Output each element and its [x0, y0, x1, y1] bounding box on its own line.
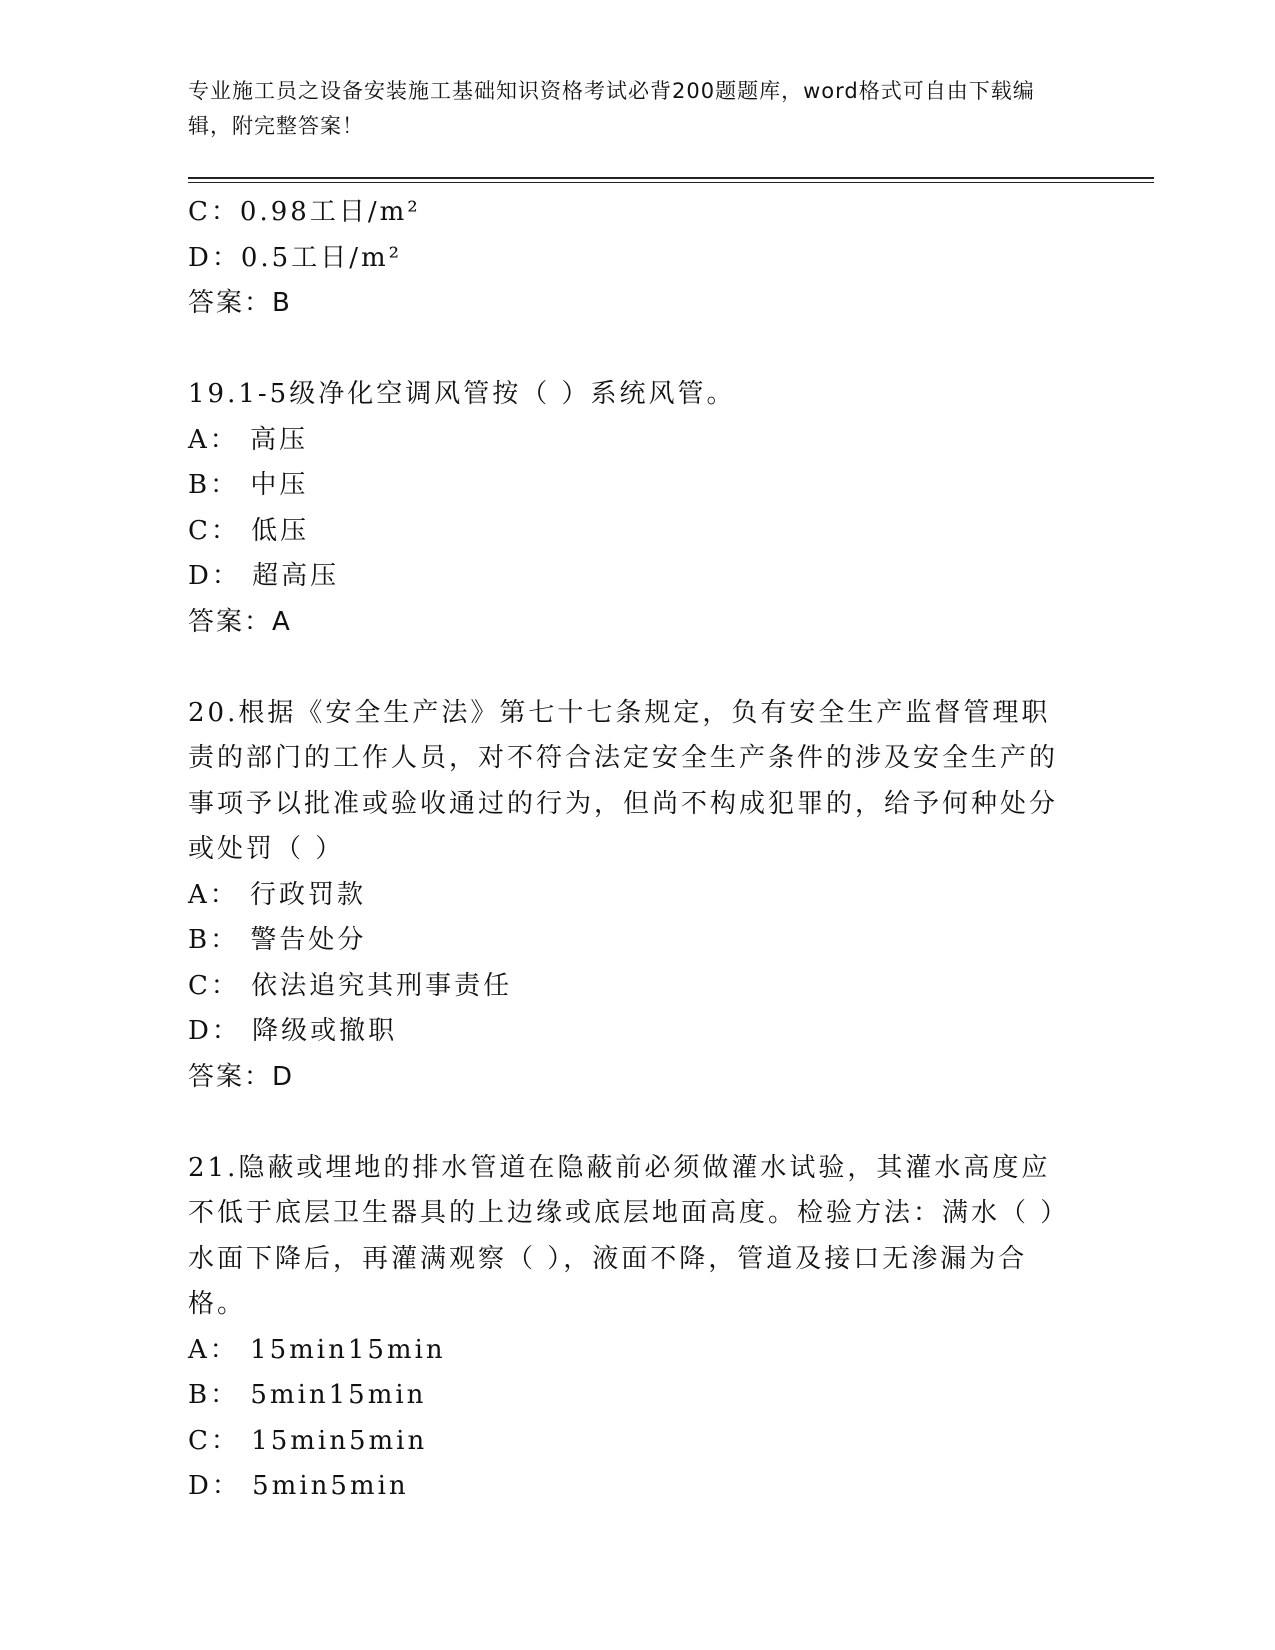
option-b: B： 中压 [188, 470, 309, 500]
option-d: D： 超高压 [188, 561, 340, 591]
question-list [188, 190, 1088, 1510]
option-b: B： 警告处分 [188, 925, 367, 955]
document-header: 专业施工员之设备安装施工基础知识资格考试必背200题题库，word格式可自由下载编辑，附完整答案！ [188, 79, 1035, 138]
question-20 [188, 691, 1088, 1101]
option-b: B： 5min15min [188, 1380, 427, 1410]
spacer [188, 645, 1088, 691]
option-a: A： 高压 [188, 424, 309, 455]
option-c: C：0.98工日/m² [188, 197, 421, 227]
question-stem: 19.1-5级净化空调风管按（ ）系统风管。 [188, 379, 736, 409]
header-rule-thick [188, 177, 1154, 179]
answer: 答案：A [188, 606, 292, 637]
answer: 答案：B [188, 288, 292, 318]
question-21 [188, 1146, 1088, 1510]
header-rule-thin [188, 182, 1154, 183]
option-c: C： 15min5min [188, 1425, 428, 1456]
option-d: D： 降级或撤职 [188, 1016, 398, 1046]
question-18 [188, 190, 1088, 327]
question-stem: 21.隐蔽或埋地的排水管道在隐蔽前必须做灌水试验，其灌水高度应不低于底层卫生器具的上边缘或底层地面高度。检验方法：满水（ ）水面下降后，再灌满观察（ ），液面不降，管道及接口无渗漏为合格。 [188, 1152, 1070, 1319]
question-stem: 20.根据《安全生产法》第七十七条规定，负有安全生产监督管理职责的部门的工作人员，对不符合法定安全生产条件的涉及安全生产的事项予以批准或验收通过的行为，但尚不构成犯罪的，给予何种处分或处罚（ ） [188, 697, 1059, 864]
option-d: D： 5min5min [188, 1471, 409, 1501]
option-c: C： 依法追究其刑事责任 [188, 970, 513, 1001]
spacer [188, 327, 1088, 373]
answer: 答案：D [188, 1061, 295, 1092]
spacer [188, 1100, 1088, 1146]
option-a: A： 行政罚款 [188, 879, 367, 910]
question-19 [188, 372, 1088, 645]
option-d: D：0.5工日/m² [188, 242, 403, 273]
option-c: C： 低压 [188, 515, 310, 546]
option-a: A： 15min15min [188, 1334, 446, 1365]
